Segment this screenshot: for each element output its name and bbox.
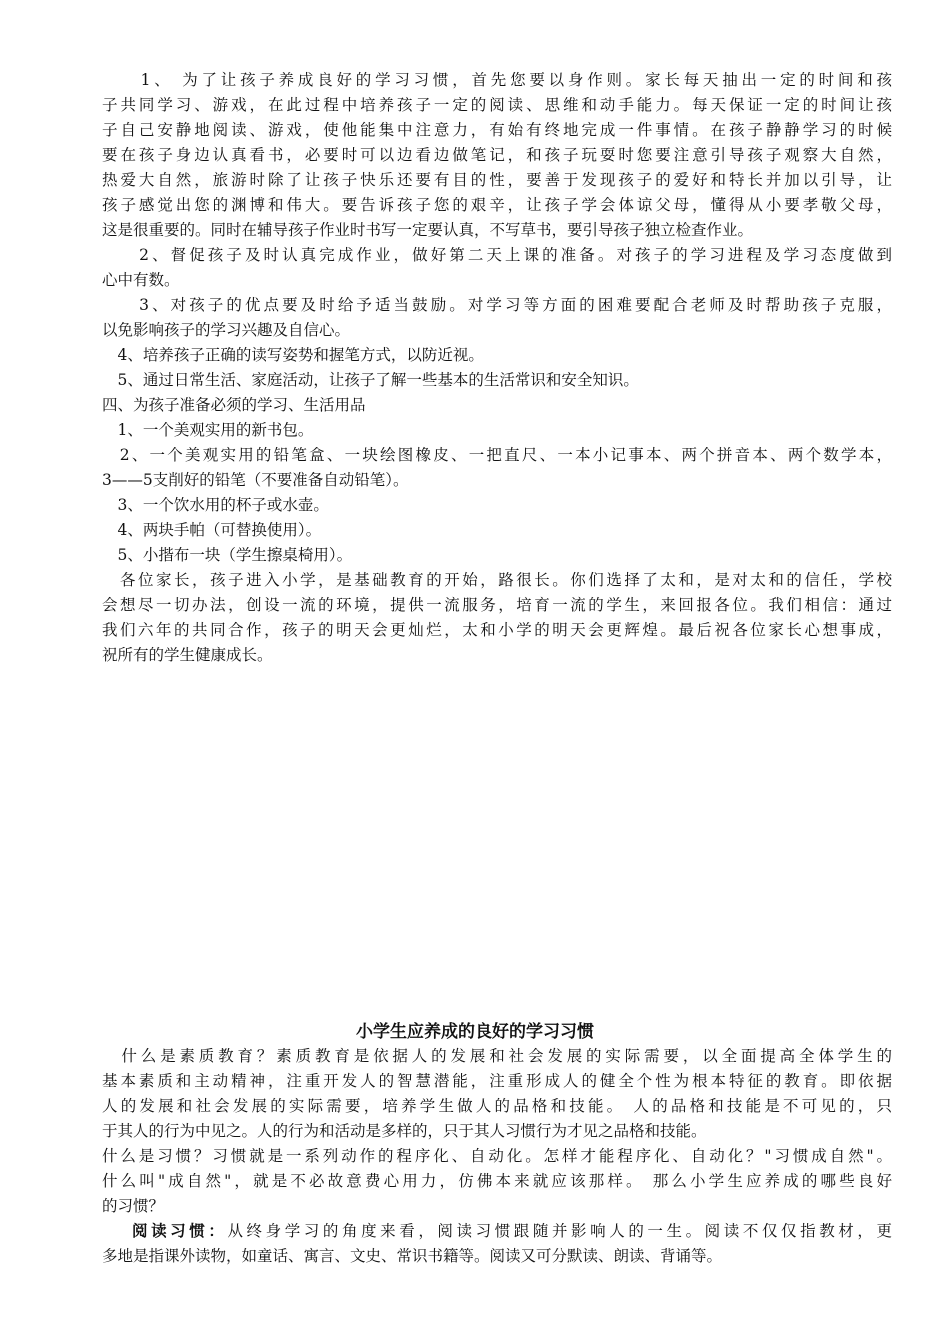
paragraph-lead-by-example bbox=[102, 68, 892, 243]
text-line: 1、 为了让孩子养成良好的学习习惯，首先您要以身作则。家长每天抽出一定的时间和孩 bbox=[102, 71, 892, 89]
text-line: 要在孩子身边认真看书，必要时可以边看边做笔记，和孩子玩耍时您要注意引导孩子观察大自然， bbox=[102, 146, 892, 164]
supply-item-handkerchief: 4、两块手帕（可替换使用）。 bbox=[102, 521, 322, 539]
reading-habit-label: 阅读习惯： bbox=[132, 1222, 228, 1240]
text-line: 多地是指课外读物，如童话、寓言、文史、常识书籍等。阅读又可分默读、朗读、背诵等。 bbox=[102, 1247, 723, 1265]
supply-item-stationery bbox=[102, 443, 892, 493]
text-line: 以免影响孩子的学习兴趣及自信心。 bbox=[102, 321, 351, 339]
paragraph-homework bbox=[102, 243, 892, 293]
intro-paragraph bbox=[102, 1044, 892, 1219]
text-line: 于其人的行为中见之。人的行为和活动是多样的，只于其人习惯行为才见之品格和技能。 bbox=[102, 1122, 707, 1140]
text-line: 祝所有的学生健康成长。 bbox=[102, 646, 273, 664]
text-line: 2、督促孩子及时认真完成作业，做好第二天上课的准备。对孩子的学习进程及学习态度做到 bbox=[102, 246, 892, 264]
text-line: 子自己安静地阅读、游戏，使他能集中注意力，有始有终地完成一件事情。在孩子静静学习的时候 bbox=[102, 121, 892, 139]
text-line: 孩子感觉出您的渊博和伟大。要告诉孩子您的艰辛，让孩子学会体谅父母，懂得从小要孝敬父母， bbox=[102, 196, 892, 214]
text-line: 的习惯？ bbox=[102, 1197, 165, 1215]
reading-habit-text: 从终身学习的角度来看，阅读习惯跟随并影响人的一生。阅读不仅仅指教材，更 bbox=[227, 1222, 892, 1240]
text-line: 2、一个美观实用的铅笔盒、一块绘图橡皮、一把直尺、一本小记事本、两个拼音本、两个数学本， bbox=[102, 446, 892, 464]
section-heading-supplies: 四、为孩子准备必须的学习、生活用品 bbox=[102, 396, 366, 414]
paragraph-safety: 5、通过日常生活、家庭活动，让孩子了解一些基本的生活常识和安全知识。 bbox=[102, 371, 639, 389]
text-line: 什么是素质教育？素质教育是依据人的发展和社会发展的实际需要，以全面提高全体学生的 bbox=[102, 1047, 892, 1065]
page-title: 小学生应养成的良好的学习习惯 bbox=[356, 1022, 594, 1042]
text-line: 3、对孩子的优点要及时给予适当鼓励。对学习等方面的困难要配合老师及时帮助孩子克服， bbox=[102, 296, 892, 314]
text-line: 人的发展和社会发展的实际需要，培养学生做人的品格和技能。 人的品格和技能是不可见的，只 bbox=[102, 1097, 892, 1115]
text-line: 什么叫"成自然"，就是不必故意费心用力，仿佛本来就应该那样。 那么小学生应养成的哪些良好 bbox=[102, 1172, 892, 1190]
parent-guidance-section bbox=[102, 68, 892, 668]
text-line bbox=[102, 1219, 892, 1244]
text-line: 各位家长，孩子进入小学，是基础教育的开始，路很长。你们选择了太和，是对太和的信任，学校 bbox=[102, 571, 892, 589]
closing-paragraph bbox=[102, 568, 892, 668]
text-line: 心中有数。 bbox=[102, 271, 180, 289]
paragraph-encouragement bbox=[102, 293, 892, 343]
text-line: 热爱大自然，旅游时除了让孩子快乐还要有目的性，要善于发现孩子的爱好和特长并加以引导，让 bbox=[102, 171, 892, 189]
text-line: 什么是习惯？习惯就是一系列动作的程序化、自动化。怎样才能程序化、自动化？"习惯成自然"。 bbox=[102, 1147, 892, 1165]
supply-item-cloth: 5、小揩布一块（学生擦桌椅用）。 bbox=[102, 546, 353, 564]
text-line: 3——5支削好的铅笔（不要准备自动铅笔）。 bbox=[102, 471, 409, 489]
text-line: 我们六年的共同合作，孩子的明天会更灿烂，太和小学的明天会更辉煌。最后祝各位家长心想事成， bbox=[102, 621, 892, 639]
reading-habit-paragraph bbox=[102, 1219, 892, 1269]
text-line: 这是很重要的。同时在辅导孩子作业时书写一定要认真，不写草书，要引导孩子独立检查作业。 bbox=[102, 221, 754, 239]
text-line: 基本素质和主动精神，注重开发人的智慧潜能，注重形成人的健全个性为根本特征的教育。即依据 bbox=[102, 1072, 892, 1090]
supply-item-schoolbag: 1、一个美观实用的新书包。 bbox=[102, 421, 314, 439]
text-line: 子共同学习、游戏，在此过程中培养孩子一定的阅读、思维和动手能力。每天保证一定的时间让孩 bbox=[102, 96, 892, 114]
paragraph-posture: 4、培养孩子正确的读写姿势和握笔方式，以防近视。 bbox=[102, 346, 484, 364]
supply-item-cup: 3、一个饮水用的杯子或水壶。 bbox=[102, 496, 329, 514]
text-line: 会想尽一切办法，创设一流的环境，提供一流服务，培育一流的学生，来回报各位。我们相信：通过 bbox=[102, 596, 892, 614]
study-habits-section bbox=[102, 1044, 892, 1269]
